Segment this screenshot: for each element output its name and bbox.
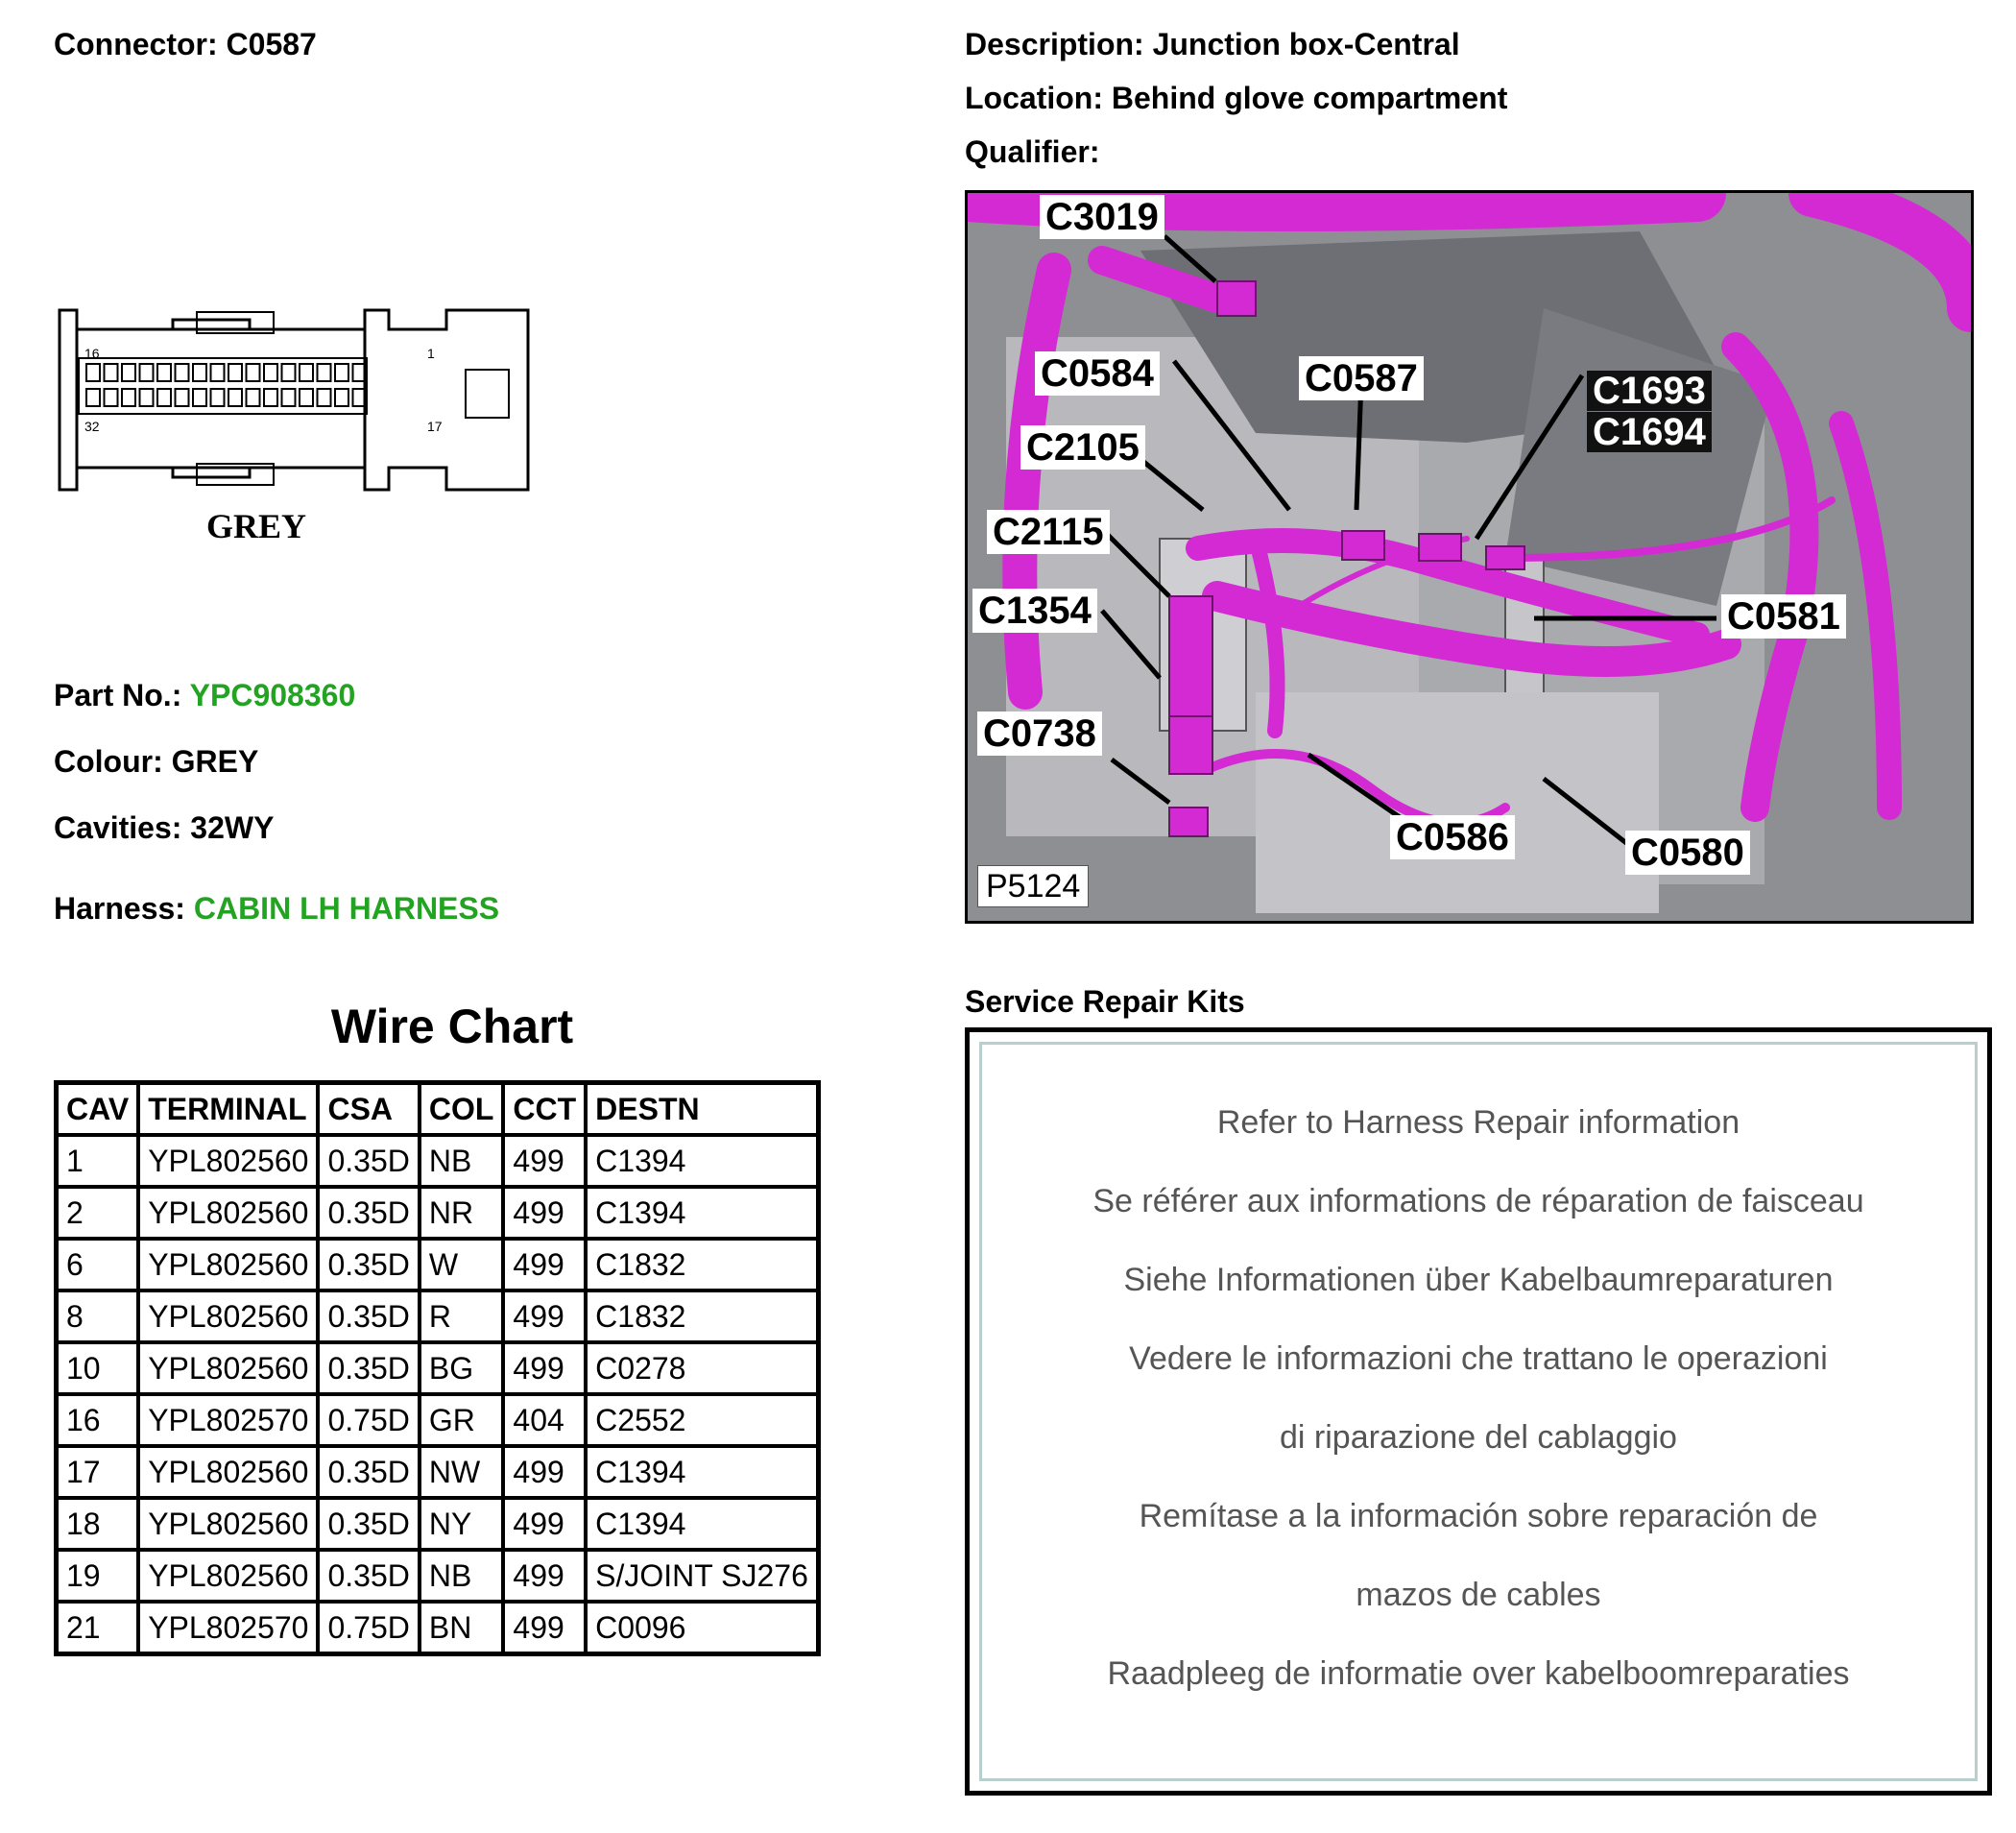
cell-terminal: YPL802560 [138,1135,318,1187]
pin-label-32: 32 [84,419,100,434]
cell-cav: 10 [57,1342,139,1394]
cavity [211,389,225,406]
cavity [140,364,154,381]
photo-id-label: P5124 [977,865,1089,907]
cell-cav: 1 [57,1135,139,1187]
table-row [57,1239,819,1290]
callout-c0584: C0584 [1035,351,1160,396]
pin-label-16: 16 [84,346,100,361]
cell-terminal: YPL802560 [138,1187,318,1239]
table-row [57,1187,819,1239]
callout-c0581: C0581 [1721,594,1846,639]
cell-csa: 0.35D [318,1239,419,1290]
cell-terminal: YPL802560 [138,1498,318,1550]
connector-colour-text: GREY [206,507,307,545]
column-header-terminal: TERMINAL [138,1083,318,1136]
table-row [57,1342,819,1394]
cell-destn: C1394 [586,1187,818,1239]
cell-destn: S/JOINT SJ276 [586,1550,818,1602]
repair-line-fr: Se référer aux informations de réparation de faisceau [1092,1183,1864,1219]
cell-col: NB [420,1135,504,1187]
qualifier-label: Qualifier: [965,134,1100,169]
cavity [176,389,189,406]
cell-csa: 0.35D [318,1550,419,1602]
callout-c2105: C2105 [1020,425,1145,470]
cell-col: NW [420,1446,504,1498]
cavity [157,389,171,406]
cell-destn: C1394 [586,1135,818,1187]
cell-cav: 16 [57,1394,139,1446]
location-photo [965,190,1974,924]
cavity [211,364,225,381]
part-no-label: Part No.: [54,678,182,712]
cell-terminal: YPL802570 [138,1602,318,1654]
repair-line-nl: Raadpleeg de informatie over kabelboomreparaties [1107,1655,1850,1692]
callout-c1693: C1693 [1587,371,1712,411]
cavity [318,364,331,381]
column-header-csa: CSA [318,1083,419,1136]
cavity [193,364,206,381]
cell-cav: 18 [57,1498,139,1550]
cell-col: GR [420,1394,504,1446]
cavity [140,389,154,406]
cell-csa: 0.35D [318,1290,419,1342]
callout-c0580: C0580 [1625,831,1750,875]
cell-csa: 0.35D [318,1135,419,1187]
cell-csa: 0.35D [318,1498,419,1550]
cavity [318,389,331,406]
cell-csa: 0.75D [318,1602,419,1654]
cell-col: NB [420,1550,504,1602]
cell-cct: 404 [503,1394,586,1446]
pin-label-1: 1 [427,346,435,361]
cell-cct: 499 [503,1187,586,1239]
cell-terminal: YPL802560 [138,1446,318,1498]
repair-line-it-1: Vedere le informazioni che trattano le operazioni [1129,1340,1828,1377]
connector-outline [58,302,547,552]
column-header-cav: CAV [57,1083,139,1136]
cavity [228,364,242,381]
cell-cav: 6 [57,1239,139,1290]
cell-csa: 0.35D [318,1187,419,1239]
cell-col: R [420,1290,504,1342]
cell-terminal: YPL802560 [138,1342,318,1394]
cavity [247,364,260,381]
cavity [335,389,348,406]
cell-cct: 499 [503,1239,586,1290]
cavity [282,364,296,381]
colour-label: Colour: GREY [54,744,259,779]
repair-line-it-2: di riparazione del cablaggio [1280,1419,1677,1456]
cavity [228,389,242,406]
cell-csa: 0.75D [318,1394,419,1446]
cell-cct: 499 [503,1602,586,1654]
column-header-destn: DESTN [586,1083,818,1136]
cavity [157,364,171,381]
cell-terminal: YPL802570 [138,1394,318,1446]
cell-terminal: YPL802560 [138,1239,318,1290]
table-row [57,1290,819,1342]
callout-c1694: C1694 [1587,412,1712,452]
harness-value[interactable]: CABIN LH HARNESS [193,891,500,926]
cavity [105,389,118,406]
cell-cav: 17 [57,1446,139,1498]
cell-cct: 499 [503,1135,586,1187]
cavity [247,389,260,406]
cell-csa: 0.35D [318,1446,419,1498]
cavity [122,389,135,406]
connector-label: Connector: C0587 [54,27,317,61]
table-row [57,1498,819,1550]
cell-destn: C0278 [586,1342,818,1394]
cell-cav: 8 [57,1290,139,1342]
cell-col: W [420,1239,504,1290]
column-header-col: COL [420,1083,504,1136]
cell-cct: 499 [503,1290,586,1342]
cell-destn: C2552 [586,1394,818,1446]
cell-col: BN [420,1602,504,1654]
cavity [264,389,277,406]
cell-col: NY [420,1498,504,1550]
pin-label-17: 17 [427,419,443,434]
cell-csa: 0.35D [318,1342,419,1394]
cavity [193,389,206,406]
cell-destn: C1394 [586,1498,818,1550]
cell-terminal: YPL802560 [138,1550,318,1602]
cell-cct: 499 [503,1550,586,1602]
repair-line-de: Siehe Informationen über Kabelbaumreparaturen [1123,1262,1834,1298]
cell-cct: 499 [503,1498,586,1550]
wire-chart-title: Wire Chart [330,1000,574,1053]
cell-destn: C1832 [586,1290,818,1342]
junction-box-illustration [968,193,1971,921]
callout-c0587: C0587 [1299,356,1424,400]
cavity [86,364,100,381]
table-row [57,1394,819,1446]
callout-c2115: C2115 [987,510,1110,554]
cell-col: NR [420,1187,504,1239]
description-label: Description: Junction box-Central [965,27,1460,61]
cavity [282,389,296,406]
connector-face-diagram [58,302,547,552]
cell-destn: C1394 [586,1446,818,1498]
cell-destn: C1832 [586,1239,818,1290]
service-repair-inner-frame [979,1042,1978,1781]
harness-label: Harness: [54,891,185,926]
cell-col: BG [420,1342,504,1394]
harness-line [54,891,499,927]
callout-c0738: C0738 [977,711,1102,756]
cavity [335,364,348,381]
service-repair-title: Service Repair Kits [965,984,1245,1019]
cell-cav: 21 [57,1602,139,1654]
repair-line-en: Refer to Harness Repair information [1216,1104,1740,1141]
cavity [300,364,313,381]
cavity [122,364,135,381]
cell-destn: C0096 [586,1602,818,1654]
repair-line-es-2: mazos de cables [1356,1577,1601,1613]
table-row [57,1550,819,1602]
location-label: Location: Behind glove compartment [965,81,1508,115]
callout-c3019: C3019 [1040,195,1164,239]
service-repair-box [965,1027,1992,1796]
cavity [176,364,189,381]
repair-line-es-1: Remítase a la información sobre reparación de [1139,1498,1818,1534]
column-header-cct: CCT [503,1083,586,1136]
part-no-line [54,678,355,713]
cell-cav: 19 [57,1550,139,1602]
callout-c1354: C1354 [972,589,1097,633]
cavity [105,364,118,381]
wire-chart-header-row [57,1083,819,1136]
cavity [300,389,313,406]
wire-chart-table [54,1080,821,1656]
table-row [57,1602,819,1654]
cavities-label: Cavities: 32WY [54,810,275,845]
cell-cct: 499 [503,1446,586,1498]
table-row [57,1446,819,1498]
cell-cct: 499 [503,1342,586,1394]
table-row [57,1135,819,1187]
cavity [264,364,277,381]
cavity [86,389,100,406]
cell-terminal: YPL802560 [138,1290,318,1342]
part-no-value[interactable]: YPC908360 [189,678,356,712]
cell-cav: 2 [57,1187,139,1239]
callout-c0586: C0586 [1390,815,1515,859]
